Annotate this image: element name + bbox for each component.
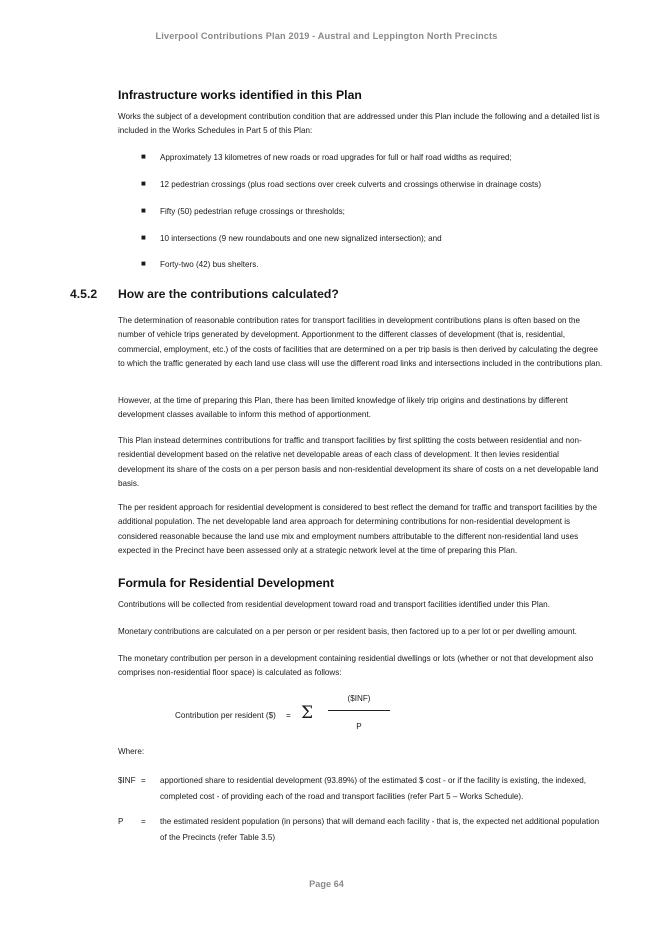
definition-term: P	[118, 817, 124, 826]
bullet-icon: ■	[141, 179, 146, 188]
fraction-line	[328, 710, 390, 711]
definition-equals: =	[141, 817, 146, 826]
page-number: Page 64	[309, 879, 344, 889]
section-title: How are the contributions calculated?	[118, 287, 339, 301]
bullet-item: 12 pedestrian crossings (plus road sections over creek culverts and crossings otherwise in drainage costs)	[160, 180, 542, 189]
formula-denominator: P	[356, 722, 362, 731]
sigma-symbol: Σ	[301, 703, 314, 723]
section-paragraph: However, at the time of preparing this Plan, there has been limited knowledge of likely trip origins and destinations by different development classes available to inform this method of apportionment.	[118, 396, 568, 420]
section-paragraph: The per resident approach for residential development is considered to best reflect the demand for traffic and transport facilities by the additional population. The net developable land area approach for determining contributions for non-residential development is considered reasonable because the land use mix and employment numbers attributable to the different non-residential land uses expected in the Precinct have been assessed only at a strategic network level at the time of preparing this Plan.	[118, 503, 597, 555]
bullet-item: 10 intersections (9 new roundabouts and one new signalized intersection); and	[160, 234, 442, 243]
formula-paragraph: The monetary contribution per person in a development containing residential dwellings or lots (whether or not that development also comprises non-residential floor space) is calculated as follows:	[118, 654, 594, 678]
bullet-item: Forty-two (42) bus shelters.	[160, 260, 259, 269]
formula-heading: Formula for Residential Development	[118, 576, 335, 590]
formula-paragraph: Monetary contributions are calculated on a per person or per resident basis, then factored up to a per lot or per dwelling amount.	[118, 627, 577, 636]
definition-text: apportioned share to residential development (93.89%) of the estimated $ cost - or if the facility is existing, the indexed, completed cost - of providing each of the road and transport facilities (refer Part 5 – Works Schedule).	[160, 776, 587, 801]
bullet-icon: ■	[141, 152, 146, 161]
section-paragraph: The determination of reasonable contribution rates for transport facilities in development contributions plans is often based on the number of vehicle trips generated by development. Apportionment to the different classes of development (that is, residential, commercial, employment, etc.) of the costs of facilities that are determined on a per trip basis is then derived by calculating the degree to which the traffic generated by each land use class will use the different road links and intersections included in the contributions plan.	[118, 316, 603, 368]
bullet-icon: ■	[141, 233, 146, 242]
definition-text: the estimated resident population (in persons) that will demand each facility - that is, the expected net additional population of the Precincts (refer Table 3.5)	[160, 817, 600, 842]
definition-equals: =	[141, 776, 146, 785]
formula-equals: =	[286, 711, 291, 720]
infrastructure-intro: Works the subject of a development contribution condition that are addressed under this Plan include the following and a detailed list is included in the Works Schedules in Part 5 of this Plan:	[118, 112, 600, 136]
formula-numerator: ($INF)	[347, 694, 371, 703]
where-label: Where:	[118, 747, 145, 756]
bullet-item: Approximately 13 kilometres of new roads or road upgrades for full or half road widths as required;	[160, 153, 512, 162]
definition-term: $INF	[118, 776, 136, 785]
infrastructure-heading: Infrastructure works identified in this Plan	[118, 88, 362, 102]
bullet-icon: ■	[141, 206, 146, 215]
bullet-item: Fifty (50) pedestrian refuge crossings or thresholds;	[160, 207, 345, 216]
page-header: Liverpool Contributions Plan 2019 - Austral and Leppington North Precincts	[155, 31, 498, 41]
section-number: 4.5.2	[70, 287, 98, 301]
formula-label: Contribution per resident ($)	[175, 711, 276, 720]
section-paragraph: This Plan instead determines contributions for traffic and transport facilities by first splitting the costs between residential and non-residential development based on the relative net developable areas of each class of development. It then levies residential development its share of the costs on a per person basis and non-residential development its share of costs on a net developable land basis.	[118, 436, 599, 488]
formula-paragraph: Contributions will be collected from residential development toward road and transport facilities identified under this Plan.	[118, 600, 550, 609]
bullet-icon: ■	[141, 259, 146, 268]
